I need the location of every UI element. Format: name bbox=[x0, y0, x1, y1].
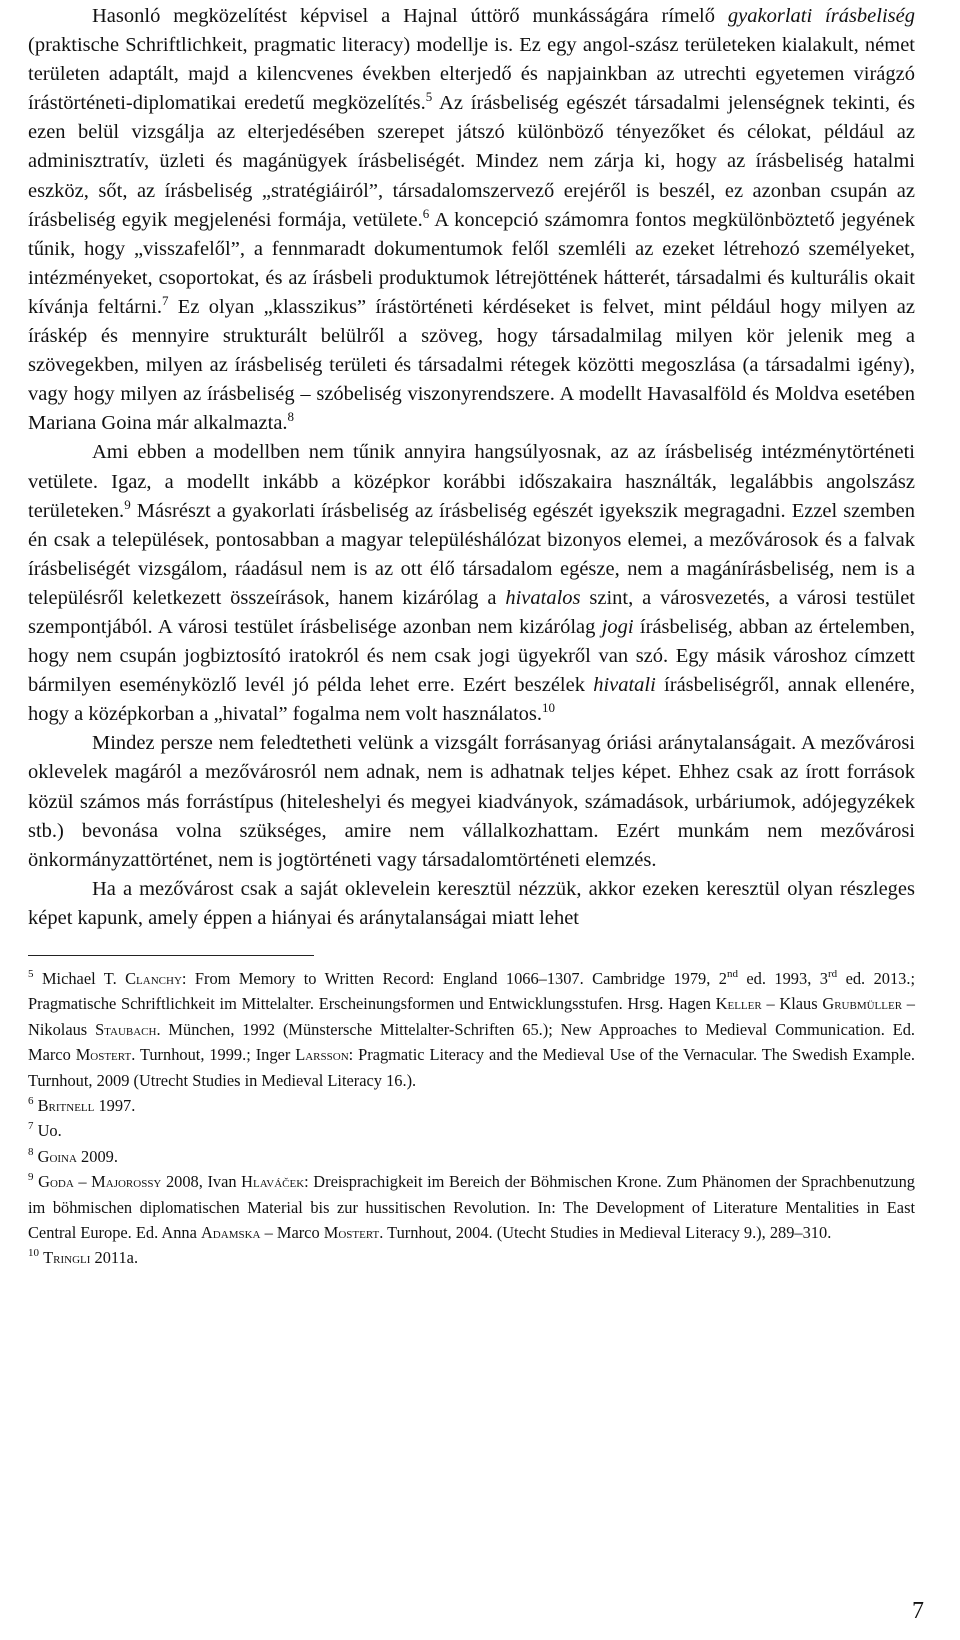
text-run: (praktische Schriftlichkeit, pragmatic literacy) modellje is. Ez egy angol-szász területeken kialakult, német területen adaptált, majd a kilencvenes években elterjedő és napjainkban az utrechti egyetemen virágzó írástörténeti-diplomatikai eredetű megközelítés. bbox=[28, 34, 915, 115]
text-run: Ha a mezővárost csak a saját oklevelein keresztül nézzük, akkor ezeken keresztül olyan részleges képet kapunk, amely éppen a hiányai és aránytalanságai miatt lehet bbox=[28, 877, 915, 929]
text-run: – Marco bbox=[260, 1223, 324, 1243]
italic-text: gyakorlati írásbeliség bbox=[727, 5, 916, 27]
author-name: Clanchy bbox=[125, 969, 182, 988]
author-name: Larsson bbox=[295, 1045, 349, 1065]
italic-text: jogi bbox=[601, 615, 634, 638]
text-run: Ami ebben a modellben nem tűnik annyira hangsúlyosnak, az az írásbeliség intézménytörténeti vetülete. Igaz, a modellt inkább a középkor korábbi időszakaira használták, legalábbis angolszász területeken. bbox=[28, 441, 915, 522]
footnote-10 bbox=[28, 1245, 915, 1270]
author-name: Majorossy bbox=[91, 1172, 162, 1192]
text-run: írásbeliségről, annak ellenére, hogy a középkorban a „hivatal” fogalma nem volt használatos. bbox=[28, 674, 915, 726]
footnote-6 bbox=[28, 1093, 915, 1118]
text-run: Michael T. bbox=[33, 969, 126, 988]
footnote-5 bbox=[28, 966, 915, 1093]
author-name: Britnell bbox=[37, 1096, 95, 1116]
text-run: 2008, Ivan bbox=[161, 1172, 242, 1192]
footnote-marker: 6 bbox=[422, 205, 430, 221]
italic-text: hivatalos bbox=[505, 586, 581, 609]
text-run: szint, a városvezetés, a városi testület szempontjából. A városi testület írásbelisége azonban nem kizárólag bbox=[28, 586, 915, 638]
text-run: 1997. bbox=[94, 1096, 136, 1116]
author-name: Goina bbox=[37, 1146, 77, 1166]
footnote-marker: 8 bbox=[28, 1145, 34, 1158]
text-run: . Turnhout, 2004. (Utecht Studies in Medieval Literacy 9.), 289–310. bbox=[379, 1223, 832, 1243]
text-run: – Nikolaus bbox=[28, 994, 915, 1039]
footnote-marker: 10 bbox=[542, 700, 556, 716]
footnote-marker: rd bbox=[827, 968, 838, 980]
body-text bbox=[28, 2, 915, 933]
text-run: – Klaus bbox=[761, 994, 823, 1014]
text-run: A koncepció számomra fontos megkülönböztető jegyének tűnik, hogy „visszafelől”, a fennmaradt dokumentumok felől szemléli az ezeket létrehozó személyeket, intézményeket, csoportokat, és az írásbeli produktumok létrejöttének hátterét, társadalmi és kulturális okait kívánja feltárni. bbox=[28, 208, 915, 318]
footnote-8 bbox=[28, 1144, 915, 1169]
italic-text: hivatali bbox=[593, 674, 656, 697]
footnote-marker: nd bbox=[726, 968, 738, 980]
author-name: Staubach bbox=[95, 1019, 157, 1039]
text-run: Az írásbeliség egészét társadalmi jelenségnek tekinti, és ezen belül vizsgálja az elterjedésében szerepet játszó különböző tényezőket és célokat, például az adminisztratív, üzleti és magánügyek írásbeliségét. Mindez nem zárja ki, hogy az írásbeliség hatalmi eszköz, sőt, az írásbeliség „stratégiáiról”, társadalomszervező erejéről is beszél, ez azonban csupán az írásbeliség egyik megjelenési formája, vetülete. bbox=[28, 92, 915, 231]
text-run: Másrészt a gyakorlati írásbeliség az írásbeliség egészét igyekszik megragadni. Ezzel szemben én csak a települések, pontosabban a magyar településhálózat bizonyos elemei, a mezővárosok és a falvak írásbeliségét vizsgálom, ráadásul nem is az ott élő társadalom egésze, nem a magánírásbeliség, nem is a településről keletkezett összeírások, hanem kizárólag a bbox=[28, 499, 915, 609]
footnote-separator bbox=[28, 955, 314, 956]
text-run: : From Memory to Written Record: England 1066–1307. Cambridge 1979, 2 bbox=[181, 969, 727, 988]
text-run: . Turnhout, 1999.; Inger bbox=[131, 1045, 296, 1065]
text-run: Uo. bbox=[33, 1121, 62, 1141]
text-run: : Dreisprachigkeit im Bereich der Böhmischen Krone. Zum Phänomen der Sprachbenutzung im böhmischen diplomatischen Material bis zur hussitischen Revolution. In: The Development of Literature Mentalities in East Central Europe. Ed. Anna bbox=[28, 1172, 915, 1243]
footnote-marker: 9 bbox=[124, 496, 131, 512]
footnote-marker: 5 bbox=[425, 89, 433, 105]
author-name: Grubmüller bbox=[822, 994, 903, 1014]
footnote-marker: 8 bbox=[287, 409, 295, 425]
text-run: ed. 2013.; Pragmatische Schriftlichkeit im Mittelalter. Erscheinungsformen und Entwicklungsstufen. Hrsg. Hagen bbox=[28, 969, 916, 1014]
text-run: . München, 1992 (Münstersche Mittelalter-Schriften 65.); New Approaches to Medieval Communication. Ed. Marco bbox=[28, 1019, 915, 1065]
footnote-marker: 7 bbox=[28, 1120, 34, 1133]
text-run: ed. 1993, 3 bbox=[737, 969, 828, 988]
text-run: : Pragmatic Literacy and the Medieval Use of the Vernacular. The Swedish Example. Turnhout, 2009 (Utrecht Studies in Medieval Literacy 16.). bbox=[28, 1045, 916, 1090]
footnotes bbox=[28, 966, 915, 1271]
footnote-marker: 7 bbox=[161, 292, 169, 308]
paragraph-2 bbox=[28, 438, 915, 729]
text-run: Hasonló megközelítést képvisel a Hajnal úttörő munkásságára rímelő bbox=[92, 5, 728, 27]
footnote-7 bbox=[28, 1118, 915, 1143]
text-run: Ez olyan „klasszikus” írástörténeti kérdéseket is felvet, mint például hogy milyen az íráskép és mennyire strukturált belülről a szöveg, hogy társadalmilag milyen kör jelenik meg a szövegekben, milyen az írásbeliség területi és társadalmi rétegek közötti megoszlása (a társadalmi igény), vagy hogy milyen az írásbeliség – szóbeliség viszonyrendszere. A modellt Havasalföld és Moldva esetében Mariana Goina már alkalmazta. bbox=[28, 295, 916, 435]
footnote-marker: 10 bbox=[28, 1247, 39, 1260]
footnote-9 bbox=[28, 1169, 915, 1245]
text-run: Mindez persze nem feledtetheti velünk a vizsgált forrásanyag óriási aránytalanságait. A mezővárosi oklevelek magáról a mezővárosról nem adnak, nem is adhatnak teljes képet. Ehhez csak az írott források közül számos más forrástípus (hiteleshelyi és megyei kiadványok, számadások, urbáriumok, adójegyzékek stb.) bevonása volna szükséges, amire nem vállalkozhattam. Ezért munkám nem mezővárosi önkormányzattörténet, nem is jogtörténeti vagy társadalomtörténeti elemzés. bbox=[28, 732, 915, 871]
footnote-marker: 6 bbox=[28, 1095, 34, 1108]
page-number: 7 bbox=[912, 1598, 924, 1624]
text-run: írásbeliség, abban az értelemben, hogy nem csupán jogbiztosító iratokról és nem csak jogi ügyekről van szó. Egy másik városhoz címzett bármilyen eseményközlő levél jó példa lehet erre. Ezért beszélek bbox=[28, 615, 916, 697]
text-run: 2011a. bbox=[90, 1248, 139, 1268]
author-name: Keller bbox=[715, 994, 762, 1014]
paragraph-3 bbox=[28, 729, 915, 874]
footnote-marker: 9 bbox=[28, 1171, 34, 1184]
author-name: Adamska bbox=[200, 1223, 261, 1243]
document-page bbox=[28, 2, 915, 1271]
paragraph-4 bbox=[28, 875, 915, 933]
footnote-marker: 5 bbox=[28, 968, 34, 980]
author-name: Mostert bbox=[75, 1045, 132, 1065]
author-name: Goda bbox=[38, 1172, 74, 1192]
author-name: Mostert bbox=[323, 1223, 380, 1243]
text-run: – bbox=[73, 1172, 92, 1192]
paragraph-1 bbox=[28, 2, 915, 438]
author-name: Tringli bbox=[43, 1248, 91, 1268]
author-name: Hlaváček bbox=[241, 1172, 305, 1192]
text-run: 2009. bbox=[76, 1146, 118, 1166]
